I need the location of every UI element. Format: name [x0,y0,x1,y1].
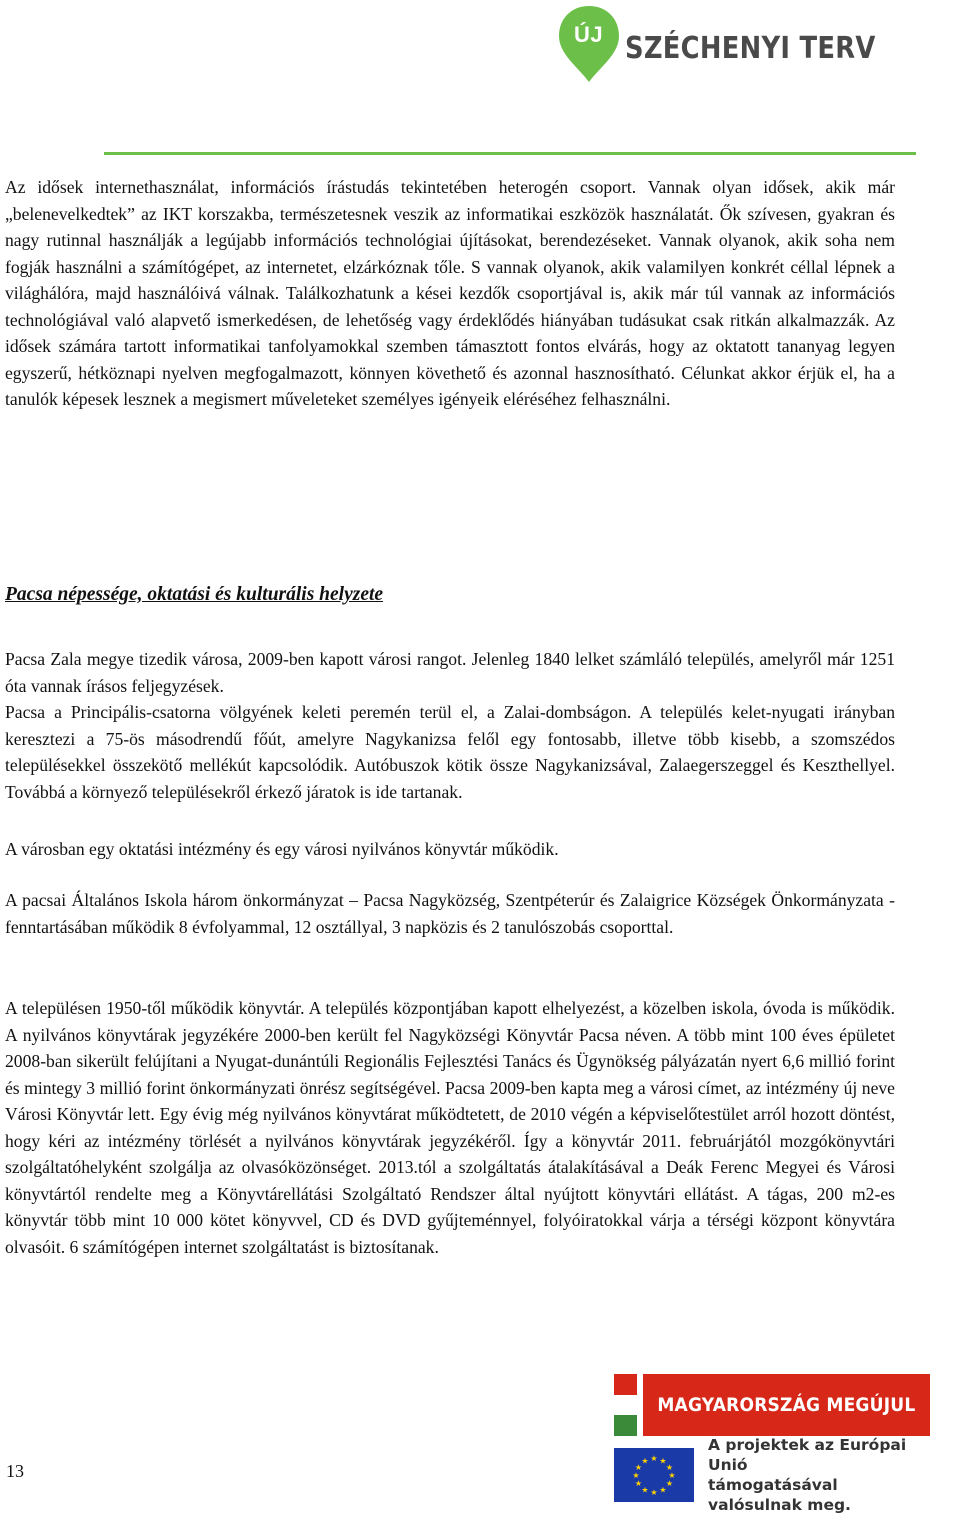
hungarian-flag-icon [614,1374,637,1436]
paragraph-pacsa-location: Pacsa a Principális-csatorna völgyének keleti peremén terül el, a Zalai-dombságon. A település kelet-nyugati irányban keresztezi a 75-ös másodrendű főút, amelyre Nagykanizsa felől egy fontosabb, illetve több kisebb, a szomszédos településekkel összekötő mellékút kapcsolódik. Autóbuszok kötik össze Nagykanizsával, Zalaegerszeggel és Keszthellyel. Továbbá a környező településekről érkező járatok is ide tartanak. [5,702,895,802]
eu-flag-icon [614,1448,694,1502]
magyarorszag-megujul-logo [614,1374,930,1436]
paragraph-school: A pacsai Általános Iskola három önkormányzat – Pacsa Nagyközség, Szentpéterúr és Zalaigrice Községek Önkormányzata - fenntartásában működik 8 évfolyammal, 12 osztállyal, 3 napközis és 2 tanulószobás csoporttal. [5,890,895,937]
svg-text:★: ★ [641,1485,649,1495]
paragraph-idosek: Az idősek internethasználat, információs írástudás tekintetében heterogén csoport. Vannak olyan idősek, akik már „belenevelkedtek” az IKT korszakba, természetesnek veszik az informatikai eszközök használatát. Ők szívesen, gyakran és nagy rutinnal használják a legújabb információs technológiai újításokat, berendezéseket. Vannak olyanok, akik soha nem fogják használni a számítógépet, az internetet, elzárkóznak tőle. S vannak olyanok, akik valamilyen konkrét céllal lépnek a világhálóra, majd használóivá válnak. Találkozhatunk a kései kezdők csoportjával is, akik már túl vannak az információs technológiával való alapvető ismerkedésen, de lehetőség vagy érdeklődés hiányában tudásukat csak ritkán alkalmazzák. Az idősek számára tartott informatikai tanfolyamokkal szemben támasztott fontos elvárás, hogy az oktatott tananyag legyen egyszerű, hétköznapi nyelven megfogalmazott, könnyen követhető és azonnal hasznosítható. Célunkat akkor érjük el, ha a tanulók képesek lesznek a megismert műveleteket személyes igényeik eléréséhez felhasználni. [5,177,895,409]
svg-text:★: ★ [632,1471,640,1480]
location-pin-icon [557,4,621,84]
svg-text:★: ★ [634,1479,643,1488]
svg-text:★: ★ [665,1463,674,1472]
eu-line-1: A projektek az Európai Unió [708,1436,907,1474]
logo-pin-text: ÚJ [574,22,604,47]
mm-logo-text: MAGYARORSZÁG MEGÚJUL [643,1374,930,1436]
svg-text:★: ★ [659,1485,667,1495]
logo-brand-text: SZÉCHENYI TERV [624,30,876,66]
page-number: 13 [6,1461,24,1481]
eu-support-block [614,1436,930,1514]
paragraph-pacsa-intro: Pacsa Zala megye tizedik városa, 2009-ben kapott városi rangot. Jelenleg 1840 lelket számláló település, amelyről már 1251 óta vannak írásos feljegyzések. [5,649,895,696]
eu-support-text [708,1435,930,1515]
eu-line-2: támogatásával valósulnak meg. [708,1476,851,1514]
header-divider [104,152,916,155]
svg-text:★: ★ [668,1471,676,1480]
svg-text:★: ★ [650,1454,658,1463]
svg-text:★: ★ [665,1479,674,1488]
svg-text:★: ★ [659,1456,667,1466]
svg-text:★: ★ [650,1488,658,1497]
svg-text:★: ★ [634,1463,643,1472]
szechenyi-terv-logo [557,4,916,84]
svg-text:★: ★ [641,1456,649,1466]
paragraph-pacsa-institutions: A városban egy oktatási intézmény és egy városi nyilvános könyvtár működik. [5,839,559,859]
section-heading: Pacsa népessége, oktatási és kulturális helyzete [5,584,384,605]
paragraph-library: A településen 1950-től működik könyvtár. A település központjában kapott elhelyezést, a közelben iskola, óvoda is működik. A nyilvános könyvtárak jegyzékére 2000-ben került fel Nagyközségi Könyvtár Pacsa néven. A több mint 100 éves épületet 2008-ban sikerült felújítani a Nyugat-dunántúli Regionális Fejlesztési Tanács és Ügynökség pályázatán nyert 6,6 millió forint és mintegy 3 millió forint önkormányzati önrész segítségével. Pacsa 2009-ben kapta meg a városi címet, az intézmény új neve Városi Könyvtár lett. Egy évig még nyilvános könyvtárat működtetett, de 2010 végén a képviselőtestület arról hozott döntést, hogy kéri az intézmény törlését a nyilvános könyvtárak jegyzékéről. Így a könyvtár 2011. februárjától mozgókönyvtári szolgáltatóhelyként szolgálja az olvasóközönséget. 2013.tól a szolgáltatás átalakításával a Deák Ferenc Megyei és Városi könyvtártól rendelte meg a Könyvtárellátási Szolgáltató Rendszer által nyújtott könyvtári ellátást. A tágas, 200 m2-es könyvtár több mint 10 000 kötet könyvvel, CD és DVD gyűjteménnyel, folyóiratokkal várja a térségi központ könyvtára olvasóit. 6 számítógépen internet szolgáltatást is biztosítanak. [5,998,895,1257]
